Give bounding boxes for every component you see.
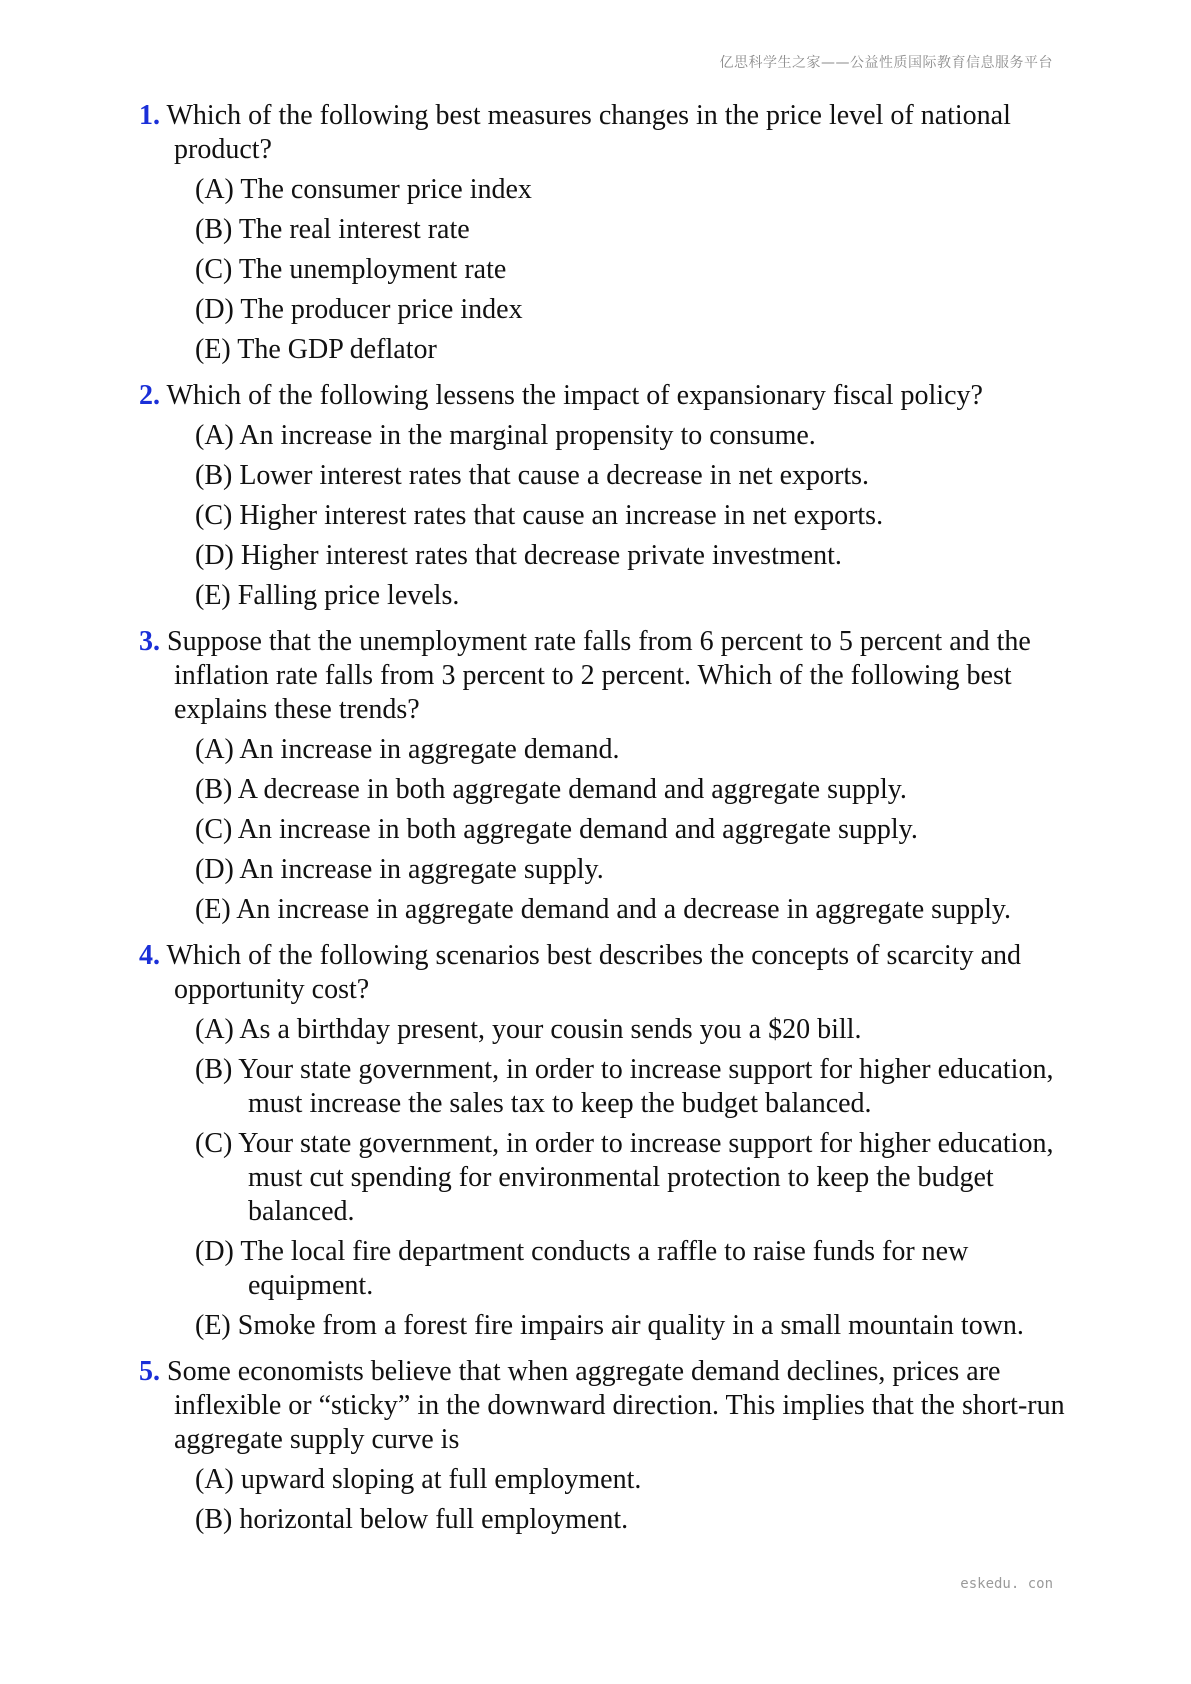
question-text: Suppose that the unemployment rate falls from 6 percent to 5 percent and the inflation rate falls from 3 percent to 2 percent. Which of the following best explains these trends? [167, 626, 1031, 725]
page-header: 亿思科学生之家——公益性质国际教育信息服务平台 [719, 55, 1053, 71]
question-3 [139, 625, 1084, 927]
question-5 [139, 1355, 1084, 1537]
question-number: 3. [139, 626, 160, 657]
question-list [139, 99, 1084, 1549]
question-stem [139, 379, 1084, 413]
answer-option: (E) The GDP deflator [195, 334, 437, 365]
answer-option: (E) Falling price levels. [195, 580, 460, 611]
question-number: 5. [139, 1356, 160, 1387]
answer-option: (B) The real interest rate [195, 214, 470, 245]
answer-options [139, 733, 1084, 927]
answer-option: (D) An increase in aggregate supply. [195, 854, 604, 885]
question-text: Which of the following scenarios best describes the concepts of scarcity and opportunity cost? [166, 940, 1021, 1005]
answer-option: (D) The local fire department conducts a raffle to raise funds for new equipment. [195, 1236, 969, 1301]
answer-option: (A) An increase in the marginal propensity to consume. [195, 420, 816, 451]
answer-option: (A) The consumer price index [195, 174, 532, 205]
answer-option: (D) Higher interest rates that decrease private investment. [195, 540, 842, 571]
question-number: 1. [139, 100, 160, 131]
question-text: Which of the following best measures changes in the price level of national product? [166, 100, 1011, 165]
answer-option: (D) The producer price index [195, 294, 523, 325]
answer-option: (B) horizontal below full employment. [195, 1504, 629, 1535]
answer-option: (E) Smoke from a forest fire impairs air quality in a small mountain town. [195, 1310, 1024, 1341]
answer-option: (C) Your state government, in order to increase support for higher education, must cut spending for environmental protection to keep the budget balanced. [195, 1128, 1054, 1227]
answer-option: (A) An increase in aggregate demand. [195, 734, 620, 765]
answer-options [139, 1013, 1084, 1343]
answer-option: (C) The unemployment rate [195, 254, 507, 285]
answer-option: (C) An increase in both aggregate demand and aggregate supply. [195, 814, 918, 845]
answer-options [139, 173, 1084, 367]
question-text: Some economists believe that when aggregate demand declines, prices are inflexible or “sticky” in the downward direction. This implies that the short-run aggregate supply curve is [167, 1356, 1065, 1455]
question-stem [139, 99, 1084, 167]
question-4 [139, 939, 1084, 1343]
answer-option: (C) Higher interest rates that cause an increase in net exports. [195, 500, 884, 531]
answer-option: (A) As a birthday present, your cousin sends you a $20 bill. [195, 1014, 862, 1045]
question-1 [139, 99, 1084, 367]
answer-option: (B) Lower interest rates that cause a decrease in net exports. [195, 460, 870, 491]
question-number: 2. [139, 380, 160, 411]
question-stem [139, 939, 1084, 1007]
answer-option: (E) An increase in aggregate demand and a decrease in aggregate supply. [195, 894, 1012, 925]
answer-option: (B) A decrease in both aggregate demand and aggregate supply. [195, 774, 907, 805]
answer-options [139, 1463, 1084, 1537]
question-number: 4. [139, 940, 160, 971]
question-stem [139, 1355, 1084, 1457]
page-footer: eskedu. con [960, 1576, 1053, 1592]
answer-options [139, 419, 1084, 613]
question-2 [139, 379, 1084, 613]
question-stem [139, 625, 1084, 727]
answer-option: (B) Your state government, in order to increase support for higher education, must increase the sales tax to keep the budget balanced. [195, 1054, 1054, 1119]
answer-option: (A) upward sloping at full employment. [195, 1464, 642, 1495]
question-text: Which of the following lessens the impact of expansionary fiscal policy? [166, 380, 983, 411]
